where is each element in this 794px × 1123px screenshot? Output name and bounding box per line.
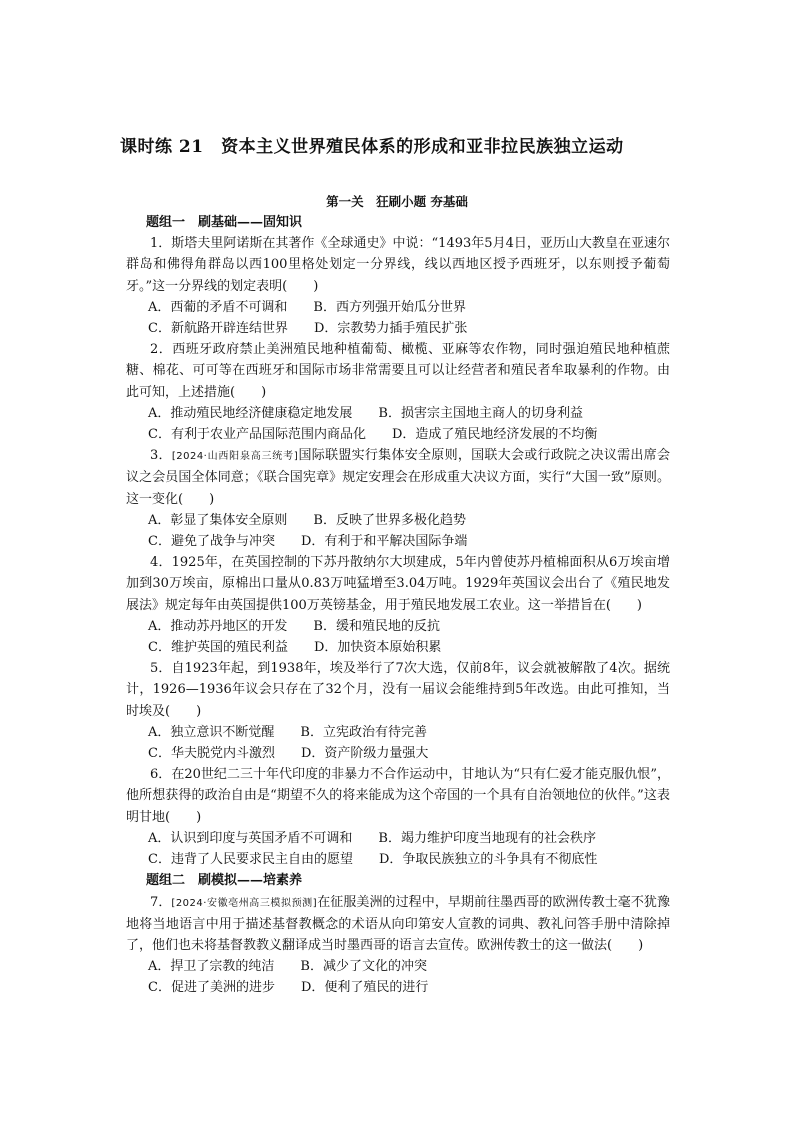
question-text: 6．在20世纪二三十年代印度的非暴力不合作运动中，甘地认为“只有仁爱才能克服仇恨”，他所想获得的政治自由是“期望不久的将来能成为这个帝国的一个具有自治领地位的伙伴。”这表明甘地( ) <box>126 767 670 825</box>
option-row <box>126 297 670 318</box>
question-number: 7． <box>150 894 172 910</box>
option-row <box>126 318 670 339</box>
question-list <box>126 212 670 999</box>
option: D．资产阶级力量强大 <box>300 746 429 762</box>
option: B．立宪政治有待完善 <box>300 724 427 740</box>
option: D．造成了殖民地经济发展的不均衡 <box>391 427 598 443</box>
group-heading: 题组一 刷基础——固知识 <box>146 215 303 230</box>
question-source: [2024·山西阳泉高三统考] <box>171 451 299 463</box>
option: B．缓和殖民地的反抗 <box>313 618 440 634</box>
option: D．宗教势力插手殖民扩张 <box>313 321 468 337</box>
question-number: 3． <box>150 448 172 464</box>
question-source: [2024·安徽亳州高三模拟预测] <box>171 897 318 909</box>
option-row <box>126 531 670 552</box>
question-text: 1．斯塔夫里阿诺斯在其著作《全球通史》中说：“1493年5月4日，亚历山大教皇在亚速尔群岛和佛得角群岛以西100里格处划定一分界线，线以西地区授予西班牙，以东则授予葡萄牙。”这一分界线的划定表明( ) <box>126 236 670 294</box>
option: C．促进了美洲的进步 <box>148 980 275 996</box>
option: D．加快资本原始积累 <box>313 640 442 656</box>
option: C．有利于农业产品国际范围内商品化 <box>148 427 366 443</box>
option: D．便利了殖民的进行 <box>300 980 429 996</box>
question-body: 在征服美洲的过程中，早期前往墨西哥的欧洲传教士毫不犹豫地将当地语言中用于描述基督教概念的术语从向印第安人宣教的词典、教礼问答手册中清除掉了，他们也未将基督教教义翻译成当时墨西哥的语言去宣传。欧洲传教士的这一做法( ) <box>126 894 670 953</box>
question-body: 国际联盟实行集体安全原则，国联大会或行政院之决议需出席会议之会员国全体同意；《联合国宪章》规定安理会在形成重大决议方面，实行“大国一致”原则。这一变化( ) <box>126 448 670 507</box>
question-text <box>126 445 670 510</box>
option-row <box>126 849 670 870</box>
option: C．违背了人民要求民主自由的愿望 <box>148 852 353 868</box>
option: C．维护英国的殖民利益 <box>148 640 288 656</box>
option: B．西方列强开始瓜分世界 <box>313 299 466 315</box>
option-row <box>126 828 670 849</box>
option-row <box>126 510 670 531</box>
option: A．彰显了集体安全原则 <box>148 512 288 528</box>
option-row <box>126 956 670 977</box>
option: B．竭力维护印度当地现有的社会秩序 <box>378 830 596 846</box>
option: C．华夫脱党内斗激烈 <box>148 746 275 762</box>
option-row <box>126 977 670 998</box>
option: A．认识到印度与英国矛盾不可调和 <box>148 830 353 846</box>
section-heading: 第一关 狂刷小题 夯基础 <box>326 194 468 209</box>
option-row <box>126 743 670 764</box>
option-row <box>126 722 670 743</box>
option: A．推动殖民地经济健康稳定地发展 <box>148 405 353 421</box>
option-row <box>126 616 670 637</box>
option: D．争取民族独立的斗争具有不彻底性 <box>378 852 598 868</box>
option: B．减少了文化的冲突 <box>300 959 427 975</box>
option-row <box>126 403 670 424</box>
group-heading: 题组二 刷模拟——培素养 <box>146 873 303 889</box>
option: A．捍卫了宗教的纯洁 <box>148 959 275 975</box>
option: B．损害宗主国地主商人的切身利益 <box>378 405 583 421</box>
question-text: 4．1925年，在英国控制的下苏丹散纳尔大坝建成，5年内曾使苏丹植棉面积从6万埃亩增加到30万埃亩，原棉出口量从0.83万吨猛增至3.04万吨。1929年英国议会出台了《殖民地发展法》规定每年由英国提供100万英镑基金，用于殖民地发展工农业。这一举措旨在( ) <box>126 555 670 613</box>
option-row <box>126 637 670 658</box>
option: A．独立意识不断觉醒 <box>148 724 275 740</box>
question-text <box>126 892 670 957</box>
question-text: 2．西班牙政府禁止美洲殖民地种植葡萄、橄榄、亚麻等农作物，同时强迫殖民地种植蔗糖、棉花、可可等在西班牙和国际市场非常需要且可以让经营者和殖民者牟取暴利的作物。由此可知，上述措施( ) <box>126 342 670 400</box>
page-title: 课时练 21 资本主义世界殖民体系的形成和亚非拉民族独立运动 <box>120 137 624 157</box>
option: D．有利于和平解决国际争端 <box>300 534 468 550</box>
option-row <box>126 424 670 445</box>
option: B．反映了世界多极化趋势 <box>313 512 466 528</box>
option: A．推动苏丹地区的开发 <box>148 618 288 634</box>
option: C．避免了战争与冲突 <box>148 534 275 550</box>
option: C．新航路开辟连结世界 <box>148 321 288 337</box>
option: A．西葡的矛盾不可调和 <box>148 299 288 315</box>
question-text: 5．自1923年起，到1938年，埃及举行了7次大选，仅前8年，议会就被解散了4次。据统计，1926—1936年议会只存在了32个月，没有一届议会能维持到5年改选。由此可推知，当时埃及( ) <box>126 661 670 719</box>
